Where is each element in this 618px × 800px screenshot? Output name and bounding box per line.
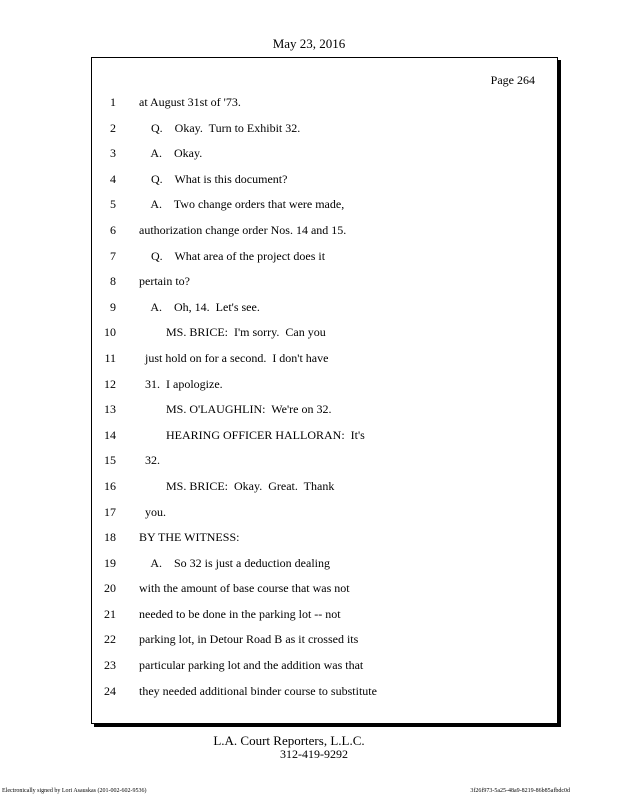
transcript-line xyxy=(92,397,557,423)
transcript-line xyxy=(92,679,557,705)
page-number: Page 264 xyxy=(490,73,535,87)
line-text: authorization change order Nos. 14 and 15. xyxy=(139,222,347,237)
line-text: 31. I apologize. xyxy=(139,376,223,391)
line-number: 12 xyxy=(104,376,116,391)
transcript-line xyxy=(92,576,557,602)
line-number: 15 xyxy=(104,453,116,468)
line-number: 22 xyxy=(104,632,116,647)
line-text: A. Okay. xyxy=(139,146,203,161)
line-number: 5 xyxy=(110,197,116,212)
signature-note: Electronically signed by Lori Asauskas (201-002-602-9536) xyxy=(2,788,147,794)
transcript-line xyxy=(92,423,557,449)
header-date: May 23, 2016 xyxy=(272,36,346,51)
line-text: A. Oh, 14. Let's see. xyxy=(139,299,260,314)
transcript-line xyxy=(92,244,557,270)
document-id: 3f26f973-5a25-48a9-8219-86b85afbdc0d xyxy=(470,788,570,794)
line-text: just hold on for a second. I don't have xyxy=(139,350,329,365)
transcript-line xyxy=(92,346,557,372)
line-number: 1 xyxy=(110,95,116,109)
footer-phone: 312-419-9292 xyxy=(280,747,348,761)
transcript-line xyxy=(92,218,557,244)
line-number: 6 xyxy=(110,222,116,237)
transcript-line xyxy=(92,269,557,295)
line-text: A. So 32 is just a deduction dealing xyxy=(139,555,330,570)
transcript-line xyxy=(92,602,557,628)
line-number: 17 xyxy=(104,504,116,519)
line-text: A. Two change orders that were made, xyxy=(139,197,345,212)
line-number: 2 xyxy=(110,120,116,135)
transcript-line xyxy=(92,500,557,526)
transcript-line xyxy=(92,627,557,653)
line-number: 7 xyxy=(110,248,116,263)
line-number: 19 xyxy=(104,555,116,570)
line-text: you. xyxy=(139,504,166,519)
line-number: 14 xyxy=(104,427,116,442)
transcript-line xyxy=(92,295,557,321)
line-number: 9 xyxy=(110,299,116,314)
line-number: 24 xyxy=(104,683,116,698)
line-number: 21 xyxy=(104,606,116,621)
line-text: particular parking lot and the addition was that xyxy=(139,658,364,673)
line-text: at August 31st of '73. xyxy=(139,95,241,109)
transcript-line xyxy=(92,167,557,193)
transcript-line xyxy=(92,372,557,398)
line-text: pertain to? xyxy=(139,274,190,289)
line-text: MS. O'LAUGHLIN: We're on 32. xyxy=(139,402,332,417)
line-text: 32. xyxy=(139,453,160,468)
line-number: 18 xyxy=(104,530,116,545)
line-text: MS. BRICE: I'm sorry. Can you xyxy=(139,325,326,340)
line-text: HEARING OFFICER HALLORAN: It's xyxy=(139,427,365,442)
transcript-line xyxy=(92,653,557,679)
line-number: 13 xyxy=(104,402,116,417)
line-text: they needed additional binder course to substitute xyxy=(139,683,377,698)
line-number: 23 xyxy=(104,658,116,673)
line-text: BY THE WITNESS: xyxy=(139,530,240,545)
line-text: with the amount of base course that was not xyxy=(139,581,350,596)
line-text: parking lot, in Detour Road B as it crossed its xyxy=(139,632,359,647)
line-number: 3 xyxy=(110,146,116,161)
transcript-line xyxy=(92,141,557,167)
transcript-page xyxy=(91,57,558,724)
line-number: 8 xyxy=(110,274,116,289)
transcript-line xyxy=(92,525,557,551)
line-number: 20 xyxy=(104,581,116,596)
transcript-line xyxy=(92,192,557,218)
line-text: needed to be done in the parking lot -- not xyxy=(139,606,341,621)
transcript-line xyxy=(92,320,557,346)
transcript-line xyxy=(92,448,557,474)
line-text: Q. Okay. Turn to Exhibit 32. xyxy=(139,120,301,135)
transcript-line xyxy=(92,474,557,500)
line-number: 16 xyxy=(104,478,116,493)
footer-company: L.A. Court Reporters, L.L.C. xyxy=(213,733,365,748)
line-text: Q. What area of the project does it xyxy=(139,248,326,263)
transcript-line xyxy=(92,90,557,116)
line-number: 10 xyxy=(104,325,116,340)
line-number: 4 xyxy=(110,171,116,186)
line-number: 11 xyxy=(104,350,116,365)
transcript-lines xyxy=(92,90,557,704)
line-text: Q. What is this document? xyxy=(139,171,288,186)
line-text: MS. BRICE: Okay. Great. Thank xyxy=(139,478,335,493)
transcript-line xyxy=(92,551,557,577)
transcript-line xyxy=(92,116,557,142)
